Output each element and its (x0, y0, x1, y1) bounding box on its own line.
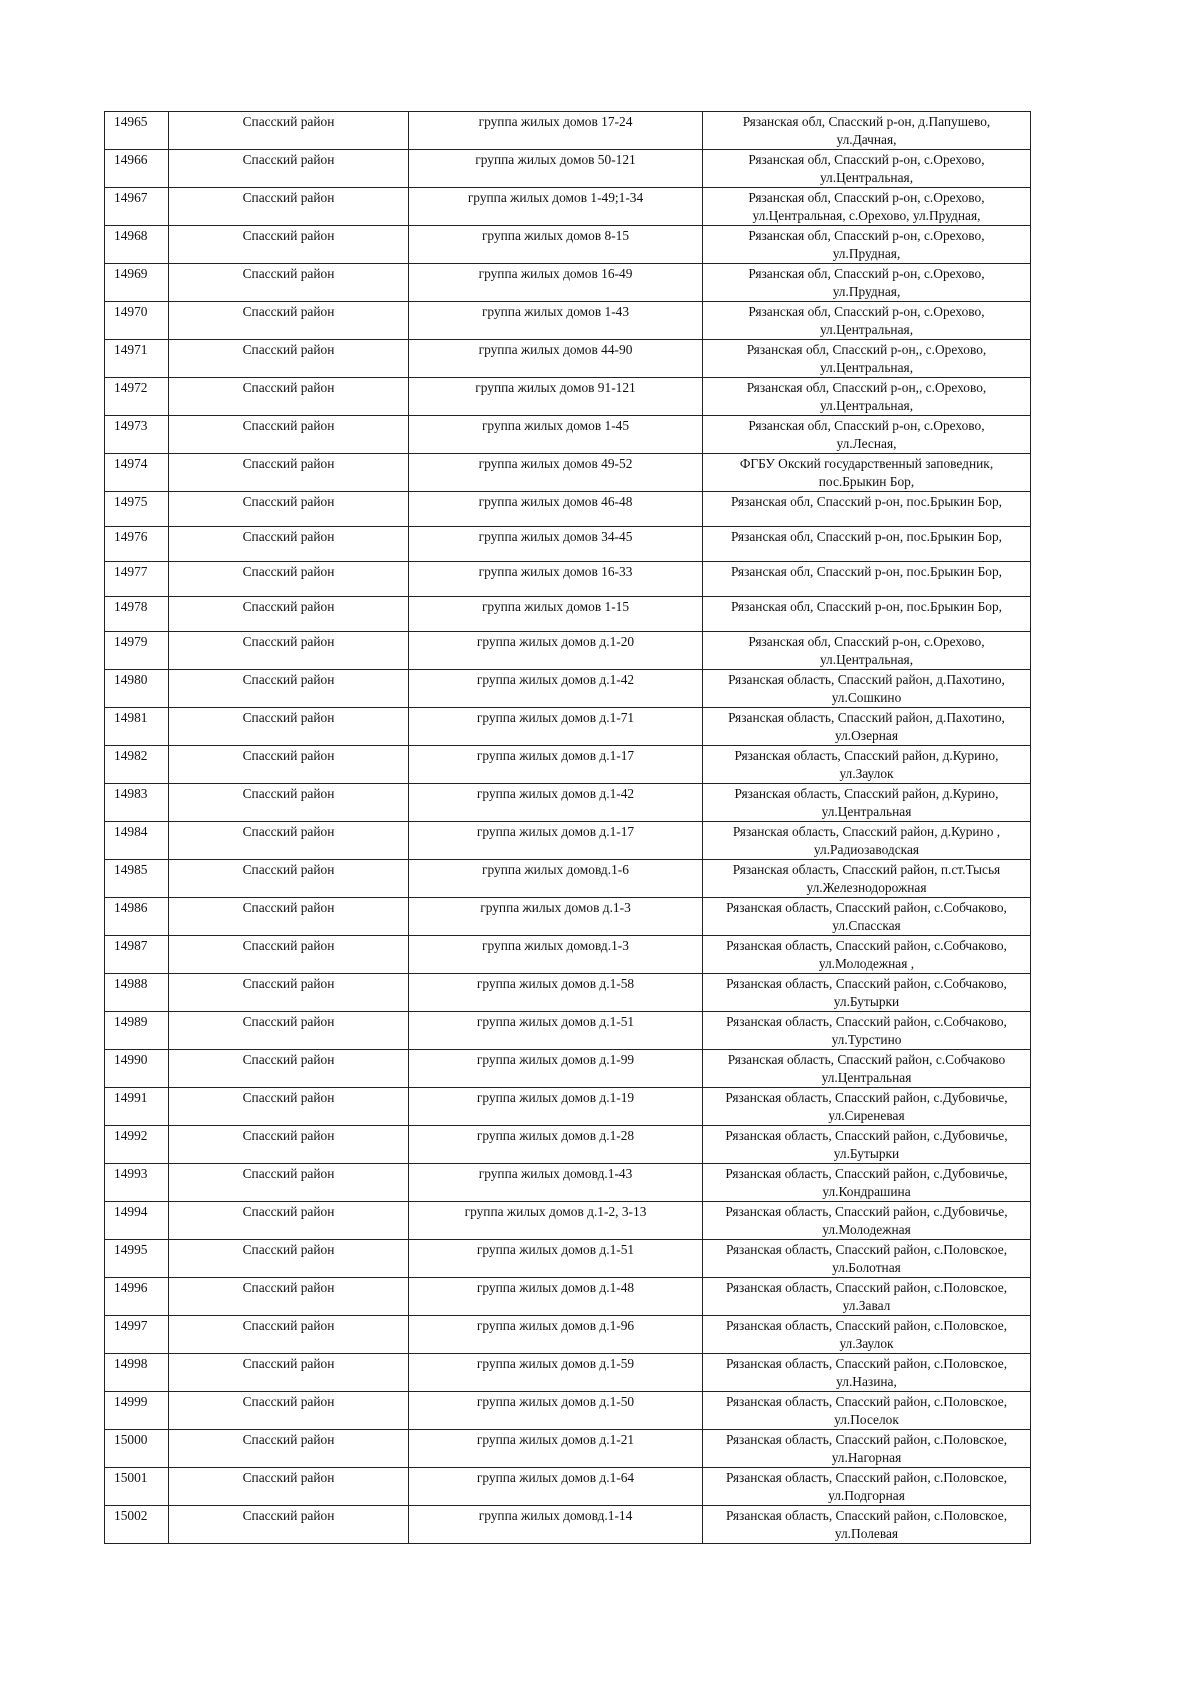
address-line-1: Рязанская обл, Спасский р-он,, с.Орехово, (746, 380, 987, 395)
record-number-cell: 14965 (105, 112, 169, 150)
table-row (105, 898, 1031, 936)
district-cell: Спасский район (169, 1088, 409, 1126)
table-row (105, 860, 1031, 898)
table-row (105, 1164, 1031, 1202)
record-number-cell: 14996 (105, 1278, 169, 1316)
object-cell: группа жилых домов д.1-48 (409, 1278, 703, 1316)
district-cell: Спасский район (169, 784, 409, 822)
district-cell: Спасский район (169, 1126, 409, 1164)
district-cell: Спасский район (169, 527, 409, 562)
table-row (105, 150, 1031, 188)
address-cell (703, 1316, 1031, 1354)
address-line-2: ул.Кондрашина (822, 1184, 911, 1199)
district-cell: Спасский район (169, 340, 409, 378)
object-cell: группа жилых домов 16-49 (409, 264, 703, 302)
address-cell (703, 1468, 1031, 1506)
address-cell (703, 1430, 1031, 1468)
address-line-2: ул.Бутырки (833, 1146, 900, 1161)
district-cell: Спасский район (169, 1202, 409, 1240)
district-cell: Спасский район (169, 302, 409, 340)
table-row (105, 1278, 1031, 1316)
address-cell (703, 562, 1031, 597)
record-number-cell: 14971 (105, 340, 169, 378)
registry-table (104, 111, 1031, 1544)
object-cell: группа жилых домов д.1-17 (409, 822, 703, 860)
table-row (105, 974, 1031, 1012)
district-cell: Спасский район (169, 1392, 409, 1430)
registry-table-body (105, 112, 1031, 1544)
table-row (105, 670, 1031, 708)
object-cell: группа жилых домовд.1-3 (409, 936, 703, 974)
table-row (105, 264, 1031, 302)
object-cell: группа жилых домовд.1-6 (409, 860, 703, 898)
address-line-2: ул.Озерная (834, 728, 898, 743)
address-cell (703, 1278, 1031, 1316)
address-line-1: Рязанская обл, Спасский р-он, с.Орехово, (748, 304, 985, 319)
district-cell: Спасский район (169, 150, 409, 188)
address-line-1: Рязанская область, Спасский район, с.Собчаково, (726, 976, 1007, 991)
district-cell: Спасский район (169, 1430, 409, 1468)
address-line-1: Рязанская область, Спасский район, с.Собчаково, (726, 1014, 1007, 1029)
address-line-1: Рязанская область, Спасский район, с.Половское, (725, 1318, 1008, 1333)
record-number-cell: 15002 (105, 1506, 169, 1544)
record-number-cell: 14987 (105, 936, 169, 974)
table-row (105, 1126, 1031, 1164)
record-number-cell: 14995 (105, 1240, 169, 1278)
address-line-1: Рязанская область, Спасский район, с.Половское, (725, 1242, 1008, 1257)
object-cell: группа жилых домов д.1-99 (409, 1050, 703, 1088)
address-line-2: ул.Болотная (832, 1260, 901, 1275)
district-cell: Спасский район (169, 746, 409, 784)
district-cell: Спасский район (169, 860, 409, 898)
record-number-cell: 14977 (105, 562, 169, 597)
district-cell: Спасский район (169, 112, 409, 150)
address-line-1: Рязанская область, Спасский район, д.Пахотино, (728, 672, 1005, 687)
address-line-1: Рязанская обл, Спасский р-он, пос.Брыкин Бор, (730, 529, 1003, 544)
district-cell: Спасский район (169, 188, 409, 226)
address-line-2: ул.Заулок (839, 1336, 894, 1351)
district-cell: Спасский район (169, 936, 409, 974)
address-cell (703, 1050, 1031, 1088)
address-line-2: ул.Центральная, (819, 322, 914, 337)
address-cell (703, 746, 1031, 784)
address-cell (703, 1164, 1031, 1202)
address-cell (703, 492, 1031, 527)
table-row (105, 378, 1031, 416)
object-cell: группа жилых домов 1-15 (409, 597, 703, 632)
district-cell: Спасский район (169, 822, 409, 860)
address-line-2: ул.Железнодорожная (806, 880, 927, 895)
object-cell: группа жилых домов 49-52 (409, 454, 703, 492)
address-line-2: ул.Прудная, (832, 246, 901, 261)
address-line-1: Рязанская область, Спасский район, с.Дубовичье, (725, 1128, 1008, 1143)
address-line-1: Рязанская область, Спасский район, с.Половское, (725, 1280, 1008, 1295)
record-number-cell: 14989 (105, 1012, 169, 1050)
address-cell (703, 1392, 1031, 1430)
address-line-2: ул.Центральная (821, 1070, 912, 1085)
address-line-2: ул.Завал (842, 1298, 891, 1313)
address-line-1: Рязанская область, Спасский район, д.Курино, (734, 786, 999, 801)
table-row (105, 1240, 1031, 1278)
address-line-2: ул.Центральная (821, 804, 912, 819)
object-cell: группа жилых домов 8-15 (409, 226, 703, 264)
address-cell (703, 860, 1031, 898)
address-line-1: Рязанская область, Спасский район, д.Пахотино, (728, 710, 1005, 725)
record-number-cell: 14967 (105, 188, 169, 226)
address-line-1: Рязанская область, Спасский район, с.Дубовичье, (725, 1204, 1008, 1219)
address-cell (703, 597, 1031, 632)
record-number-cell: 14966 (105, 150, 169, 188)
address-line-1: Рязанская область, Спасский район, с.Собчаково, (726, 938, 1007, 953)
address-cell (703, 784, 1031, 822)
record-number-cell: 14975 (105, 492, 169, 527)
record-number-cell: 14990 (105, 1050, 169, 1088)
address-cell (703, 150, 1031, 188)
table-row (105, 188, 1031, 226)
address-cell (703, 898, 1031, 936)
table-row (105, 562, 1031, 597)
address-line-2: ул.Центральная, (819, 398, 914, 413)
object-cell: группа жилых домов д.1-19 (409, 1088, 703, 1126)
address-line-1: Рязанская область, Спасский район, с.Собчаково (727, 1052, 1006, 1067)
table-row (105, 822, 1031, 860)
address-cell (703, 1126, 1031, 1164)
object-cell: группа жилых домов 1-49;1-34 (409, 188, 703, 226)
object-cell: группа жилых домовд.1-14 (409, 1506, 703, 1544)
district-cell: Спасский район (169, 1354, 409, 1392)
object-cell: группа жилых домовд.1-43 (409, 1164, 703, 1202)
object-cell: группа жилых домов д.1-21 (409, 1430, 703, 1468)
object-cell: группа жилых домов д.1-2, 3-13 (409, 1202, 703, 1240)
record-number-cell: 14979 (105, 632, 169, 670)
record-number-cell: 14981 (105, 708, 169, 746)
record-number-cell: 15001 (105, 1468, 169, 1506)
table-row (105, 112, 1031, 150)
address-line-1: Рязанская область, Спасский район, с.Половское, (725, 1508, 1008, 1523)
table-row (105, 1506, 1031, 1544)
table-row (105, 632, 1031, 670)
address-line-1: Рязанская область, Спасский район, с.Половское, (725, 1356, 1008, 1371)
record-number-cell: 14988 (105, 974, 169, 1012)
address-line-2: ул.Назина, (836, 1374, 897, 1389)
district-cell: Спасский район (169, 974, 409, 1012)
object-cell: группа жилых домов д.1-42 (409, 784, 703, 822)
address-line-2: ул.Сиреневая (828, 1108, 905, 1123)
address-cell (703, 1506, 1031, 1544)
table-row (105, 527, 1031, 562)
table-row (105, 1468, 1031, 1506)
address-cell (703, 974, 1031, 1012)
object-cell: группа жилых домов д.1-59 (409, 1354, 703, 1392)
district-cell: Спасский район (169, 226, 409, 264)
object-cell: группа жилых домов 46-48 (409, 492, 703, 527)
object-cell: группа жилых домов 16-33 (409, 562, 703, 597)
district-cell: Спасский район (169, 1278, 409, 1316)
record-number-cell: 14974 (105, 454, 169, 492)
record-number-cell: 14973 (105, 416, 169, 454)
district-cell: Спасский район (169, 632, 409, 670)
district-cell: Спасский район (169, 1506, 409, 1544)
table-row (105, 226, 1031, 264)
district-cell: Спасский район (169, 1316, 409, 1354)
address-cell (703, 1354, 1031, 1392)
address-line-2: ул.Заулок (839, 766, 894, 781)
object-cell: группа жилых домов д.1-96 (409, 1316, 703, 1354)
address-line-2: ул.Центральная, с.Орехово, ул.Прудная, (752, 208, 981, 223)
address-line-1: Рязанская обл, Спасский р-он, с.Орехово, (748, 266, 985, 281)
address-line-2: ул.Центральная, (819, 170, 914, 185)
address-cell (703, 226, 1031, 264)
table-row (105, 784, 1031, 822)
address-line-2: ул.Молодежная , (818, 956, 915, 971)
address-line-2: пос.Брыкин Бор, (818, 474, 915, 489)
record-number-cell: 14991 (105, 1088, 169, 1126)
district-cell: Спасский район (169, 1012, 409, 1050)
object-cell: группа жилых домов д.1-51 (409, 1240, 703, 1278)
object-cell: группа жилых домов д.1-51 (409, 1012, 703, 1050)
address-cell (703, 302, 1031, 340)
address-line-1: Рязанская область, Спасский район, с.Дубовичье, (725, 1166, 1008, 1181)
object-cell: группа жилых домов 34-45 (409, 527, 703, 562)
record-number-cell: 14993 (105, 1164, 169, 1202)
object-cell: группа жилых домов д.1-28 (409, 1126, 703, 1164)
record-number-cell: 14992 (105, 1126, 169, 1164)
address-line-2: ул.Центральная, (819, 360, 914, 375)
address-line-2: ул.Турстино (831, 1032, 902, 1047)
record-number-cell: 14982 (105, 746, 169, 784)
record-number-cell: 14972 (105, 378, 169, 416)
address-cell (703, 670, 1031, 708)
record-number-cell: 14980 (105, 670, 169, 708)
address-cell (703, 454, 1031, 492)
object-cell: группа жилых домов 44-90 (409, 340, 703, 378)
address-line-2: ул.Радиозаводская (813, 842, 920, 857)
district-cell: Спасский район (169, 454, 409, 492)
address-cell (703, 416, 1031, 454)
district-cell: Спасский район (169, 1240, 409, 1278)
record-number-cell: 14978 (105, 597, 169, 632)
object-cell: группа жилых домов 17-24 (409, 112, 703, 150)
object-cell: группа жилых домов д.1-71 (409, 708, 703, 746)
object-cell: группа жилых домов д.1-64 (409, 1468, 703, 1506)
address-line-2: ул.Подгорная (828, 1488, 905, 1503)
object-cell: группа жилых домов д.1-42 (409, 670, 703, 708)
record-number-cell: 14999 (105, 1392, 169, 1430)
address-line-1: Рязанская обл, Спасский р-он, д.Папушево, (742, 114, 991, 129)
address-line-1: Рязанская обл, Спасский р-он, с.Орехово, (748, 634, 985, 649)
address-line-1: Рязанская область, Спасский район, д.Курино, (734, 748, 999, 763)
address-line-1: Рязанская область, Спасский район, с.Дубовичье, (725, 1090, 1008, 1105)
district-cell: Спасский район (169, 562, 409, 597)
district-cell: Спасский район (169, 1164, 409, 1202)
address-cell (703, 936, 1031, 974)
table-row (105, 936, 1031, 974)
table-row (105, 302, 1031, 340)
table-row (105, 454, 1031, 492)
address-cell (703, 1012, 1031, 1050)
district-cell: Спасский район (169, 378, 409, 416)
object-cell: группа жилых домов д.1-50 (409, 1392, 703, 1430)
district-cell: Спасский район (169, 670, 409, 708)
object-cell: группа жилых домов д.1-3 (409, 898, 703, 936)
address-line-2: ул.Молодежная (822, 1222, 911, 1237)
address-cell (703, 632, 1031, 670)
address-line-1: Рязанская область, Спасский район, д.Курино , (732, 824, 1001, 839)
address-line-1: Рязанская область, Спасский район, с.Половское, (725, 1394, 1008, 1409)
record-number-cell: 14985 (105, 860, 169, 898)
address-line-1: Рязанская обл, Спасский р-он, пос.Брыкин Бор, (730, 564, 1003, 579)
address-line-1: Рязанская обл, Спасский р-он, пос.Брыкин Бор, (730, 494, 1003, 509)
address-line-1: Рязанская область, Спасский район, с.Собчаково, (726, 900, 1007, 915)
district-cell: Спасский район (169, 708, 409, 746)
address-line-1: Рязанская обл, Спасский р-он,, с.Орехово, (746, 342, 987, 357)
address-line-2: ул.Спасская (832, 918, 901, 933)
address-line-1: Рязанская область, Спасский район, с.Половское, (725, 1432, 1008, 1447)
district-cell: Спасский район (169, 1050, 409, 1088)
address-line-2: ул.Дачная, (836, 132, 897, 147)
address-line-1: Рязанская область, Спасский район, п.ст.Тысья (732, 862, 1001, 877)
object-cell: группа жилых домов 1-43 (409, 302, 703, 340)
record-number-cell: 14998 (105, 1354, 169, 1392)
address-cell (703, 1088, 1031, 1126)
address-cell (703, 112, 1031, 150)
address-cell (703, 1240, 1031, 1278)
address-cell (703, 378, 1031, 416)
object-cell: группа жилых домов д.1-58 (409, 974, 703, 1012)
address-line-2: ул.Сошкино (831, 690, 902, 705)
address-line-1: Рязанская обл, Спасский р-он, с.Орехово, (748, 418, 985, 433)
object-cell: группа жилых домов д.1-20 (409, 632, 703, 670)
address-line-2: ул.Полевая (834, 1526, 899, 1541)
district-cell: Спасский район (169, 898, 409, 936)
address-cell (703, 264, 1031, 302)
address-line-2: ул.Прудная, (832, 284, 901, 299)
address-cell (703, 822, 1031, 860)
address-line-2: ул.Лесная, (836, 436, 897, 451)
record-number-cell: 14970 (105, 302, 169, 340)
address-line-2: ул.Поселок (834, 1412, 899, 1427)
table-row (105, 1316, 1031, 1354)
object-cell: группа жилых домов 50-121 (409, 150, 703, 188)
record-number-cell: 14968 (105, 226, 169, 264)
district-cell: Спасский район (169, 597, 409, 632)
address-line-1: Рязанская обл, Спасский р-он, с.Орехово, (748, 228, 985, 243)
district-cell: Спасский район (169, 492, 409, 527)
address-line-2: ул.Центральная, (819, 652, 914, 667)
table-row (105, 746, 1031, 784)
address-cell (703, 708, 1031, 746)
address-line-2: ул.Нагорная (831, 1450, 902, 1465)
record-number-cell: 15000 (105, 1430, 169, 1468)
record-number-cell: 14997 (105, 1316, 169, 1354)
address-line-1: Рязанская обл, Спасский р-он, с.Орехово, (748, 190, 985, 205)
record-number-cell: 14983 (105, 784, 169, 822)
object-cell: группа жилых домов 91-121 (409, 378, 703, 416)
record-number-cell: 14969 (105, 264, 169, 302)
table-row (105, 597, 1031, 632)
record-number-cell: 14994 (105, 1202, 169, 1240)
table-row (105, 1392, 1031, 1430)
table-row (105, 1050, 1031, 1088)
table-row (105, 1430, 1031, 1468)
record-number-cell: 14984 (105, 822, 169, 860)
address-cell (703, 188, 1031, 226)
record-number-cell: 14986 (105, 898, 169, 936)
address-line-1: ФГБУ Окский государственный заповедник, (739, 456, 994, 471)
table-row (105, 1012, 1031, 1050)
table-row (105, 1354, 1031, 1392)
address-cell (703, 340, 1031, 378)
table-row (105, 1088, 1031, 1126)
table-row (105, 492, 1031, 527)
address-line-1: Рязанская область, Спасский район, с.Половское, (725, 1470, 1008, 1485)
address-line-1: Рязанская обл, Спасский р-он, с.Орехово, (748, 152, 985, 167)
record-number-cell: 14976 (105, 527, 169, 562)
district-cell: Спасский район (169, 264, 409, 302)
address-cell (703, 1202, 1031, 1240)
address-cell (703, 527, 1031, 562)
table-row (105, 1202, 1031, 1240)
address-line-1: Рязанская обл, Спасский р-он, пос.Брыкин Бор, (730, 599, 1003, 614)
object-cell: группа жилых домов 1-45 (409, 416, 703, 454)
district-cell: Спасский район (169, 416, 409, 454)
table-row (105, 708, 1031, 746)
address-line-2: ул.Бутырки (833, 994, 900, 1009)
object-cell: группа жилых домов д.1-17 (409, 746, 703, 784)
table-row (105, 416, 1031, 454)
district-cell: Спасский район (169, 1468, 409, 1506)
table-row (105, 340, 1031, 378)
